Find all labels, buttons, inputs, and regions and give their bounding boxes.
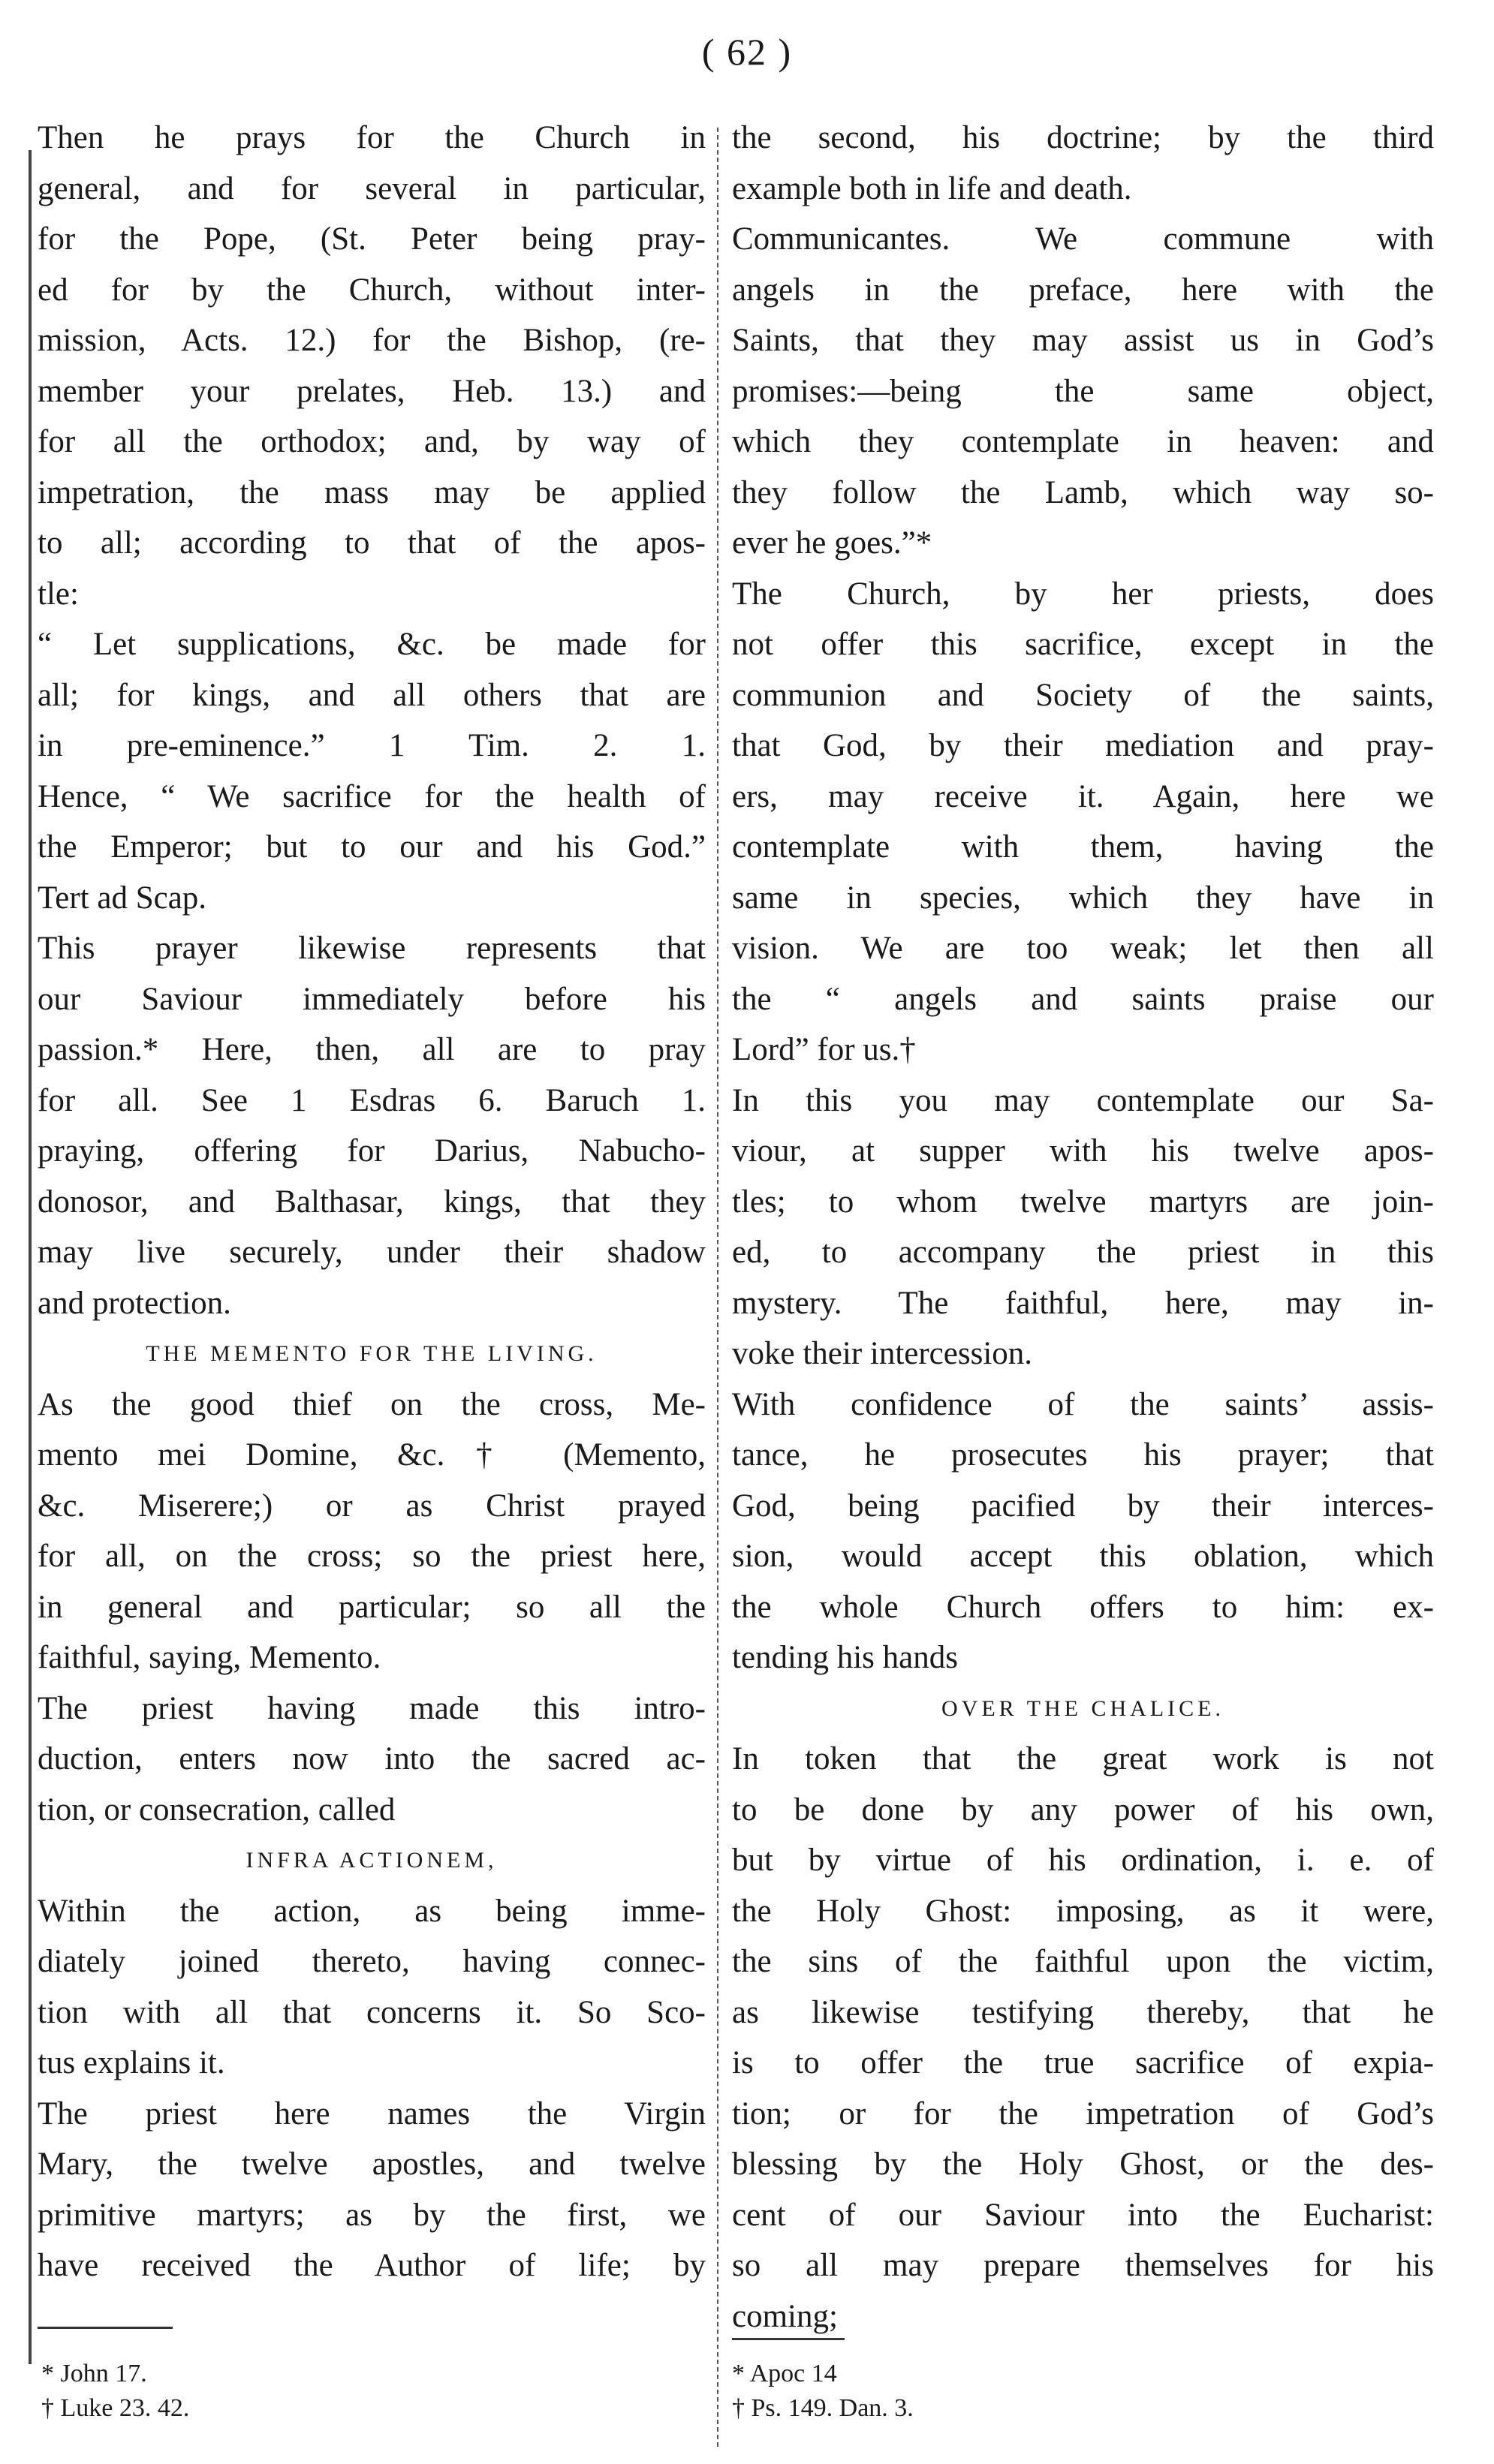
- text-line: Hence, “ We sacrifice for the health of: [38, 778, 706, 814]
- text-line: duction, enters now into the sacred ac-: [38, 1741, 706, 1777]
- text-line: promises:—being the same object,: [732, 373, 1434, 409]
- footnote: † Luke 23. 42.: [41, 2394, 190, 2422]
- text-line: vision. We are too weak; let then all: [732, 931, 1434, 966]
- text-line: is to offer the true sacrifice of expia-: [732, 2045, 1434, 2080]
- text-line: example both in life and death.: [732, 170, 1132, 206]
- text-line: have received the Author of life; by: [38, 2248, 706, 2283]
- text-line: so all may prepare themselves for his: [732, 2248, 1434, 2283]
- text-line: tion, or consecration, called: [38, 1792, 396, 1828]
- text-line: the Holy Ghost: imposing, as it were,: [732, 1893, 1434, 1929]
- text-line: The Church, by her priests, does: [732, 576, 1434, 612]
- binding-edge: [29, 150, 32, 2364]
- text-line: same in species, which they have in: [732, 880, 1434, 916]
- text-line: member your prelates, Heb. 13.) and: [38, 373, 706, 409]
- text-line: Saints, that they may assist us in God’s: [732, 323, 1434, 358]
- text-line: which they contemplate in heaven: and: [732, 424, 1434, 459]
- left-footnotes: [41, 2357, 189, 2426]
- text-line: and protection.: [38, 1285, 231, 1321]
- text-line: blessing by the Holy Ghost, or the des-: [732, 2147, 1434, 2182]
- text-line: voke their intercession.: [732, 1336, 1033, 1371]
- text-line: The priest here names the Virgin: [38, 2095, 706, 2132]
- text-line: ed, to accompany the priest in this: [732, 1235, 1434, 1270]
- text-line: donosor, and Balthasar, kings, that they: [38, 1184, 706, 1220]
- text-line: impetration, the mass may be applied: [38, 474, 706, 510]
- text-line: for all, on the cross; so the priest here,: [38, 1539, 706, 1574]
- text-line: Tert ad Scap.: [38, 880, 207, 916]
- section-heading: OVER THE CHALICE.: [941, 1695, 1224, 1721]
- text-line: As the good thief on the cross, Me-: [38, 1386, 706, 1422]
- text-line: the second, his doctrine; by the third: [732, 120, 1434, 155]
- text-line: ers, may receive it. Again, here we: [732, 778, 1434, 814]
- text-line: mento mei Domine, &c.† (Memento,: [38, 1437, 706, 1473]
- text-line: diately joined thereto, having connec-: [38, 1944, 706, 1979]
- text-line: tion with all that concerns it. So Sco-: [38, 1994, 706, 2030]
- text-line: In this you may contemplate our Sa-: [732, 1082, 1434, 1118]
- text-line: Mary, the twelve apostles, and twelve: [38, 2147, 706, 2182]
- footnote-rule: [732, 2338, 845, 2340]
- text-line: praying, offering for Darius, Nabucho-: [38, 1133, 706, 1169]
- left-column: [38, 113, 706, 2291]
- text-line: &c. Miserere;) or as Christ prayed: [38, 1488, 706, 1524]
- text-line: in general and particular; so all the: [38, 1589, 706, 1625]
- text-line: cent of our Saviour into the Eucharist:: [732, 2197, 1434, 2233]
- section-heading: THE MEMENTO FOR THE LIVING.: [146, 1341, 598, 1366]
- text-line: God, being pacified by their interces-: [732, 1488, 1434, 1524]
- text-line: This prayer likewise represents that: [38, 931, 706, 966]
- footnote: † Ps. 149. Dan. 3.: [732, 2394, 914, 2422]
- text-line: to all; according to that of the apos-: [38, 525, 706, 561]
- text-line: tus explains it.: [38, 2045, 225, 2080]
- text-line: tance, he prosecutes his prayer; that: [732, 1437, 1434, 1473]
- text-line: all; for kings, and all others that are: [38, 677, 706, 713]
- text-line: viour, at supper with his twelve apos-: [732, 1133, 1434, 1169]
- text-line: sion, would accept this oblation, which: [732, 1539, 1434, 1574]
- text-line: to be done by any power of his own,: [732, 1792, 1434, 1828]
- text-line: they follow the Lamb, which way so-: [732, 474, 1434, 510]
- text-line: contemplate with them, having the: [732, 829, 1434, 865]
- page-number: ( 62 ): [701, 31, 793, 73]
- text-line: angels in the preface, here with the: [732, 272, 1434, 308]
- footnote: * John 17.: [41, 2360, 147, 2387]
- text-line: that God, by their mediation and pray-: [732, 728, 1434, 763]
- text-line: communion and Society of the saints,: [732, 677, 1434, 713]
- text-line: With confidence of the saints’ assis-: [732, 1386, 1434, 1422]
- text-line: The priest having made this intro-: [38, 1690, 706, 1726]
- text-line: Communicantes. We commune with: [732, 221, 1434, 257]
- text-line: Then he prays for the Church in: [38, 120, 706, 155]
- text-line: but by virtue of his ordination, i. e. of: [732, 1843, 1434, 1878]
- text-line: the sins of the faithful upon the victim,: [732, 1944, 1434, 1979]
- text-line: ever he goes.”*: [732, 525, 932, 561]
- text-line: the “ angels and saints praise our: [732, 981, 1434, 1017]
- footnote-rule: [38, 2327, 173, 2329]
- text-line: the whole Church offers to him: ex-: [732, 1589, 1434, 1625]
- text-line: for all. See 1 Esdras 6. Baruch 1.: [38, 1082, 706, 1118]
- text-line: for the Pope, (St. Peter being pray-: [38, 221, 706, 257]
- column-divider: [717, 128, 720, 2447]
- text-line: passion.* Here, then, all are to pray: [38, 1032, 706, 1067]
- text-line: mystery. The faithful, here, may in-: [732, 1285, 1434, 1321]
- text-line: tion; or for the impetration of God’s: [732, 2095, 1434, 2132]
- text-line: in pre-eminence.” 1 Tim. 2. 1.: [38, 728, 706, 763]
- text-line: as likewise testifying thereby, that he: [732, 1994, 1434, 2030]
- text-line: the Emperor; but to our and his God.”: [38, 829, 706, 865]
- text-line: our Saviour immediately before his: [38, 981, 706, 1017]
- text-line: tles; to whom twelve martyrs are join-: [732, 1184, 1434, 1220]
- text-line: In token that the great work is not: [732, 1741, 1434, 1777]
- text-line: tle:: [38, 576, 79, 612]
- text-line: faithful, saying, Memento.: [38, 1640, 381, 1675]
- text-line: ed for by the Church, without inter-: [38, 272, 706, 308]
- text-line: Lord” for us.†: [732, 1032, 916, 1067]
- text-line: mission, Acts. 12.) for the Bishop, (re-: [38, 323, 706, 358]
- text-line: primitive martyrs; as by the first, we: [38, 2197, 706, 2233]
- text-line: may live securely, under their shadow: [38, 1235, 706, 1270]
- text-line: Within the action, as being imme-: [38, 1893, 706, 1929]
- text-line: for all the orthodox; and, by way of: [38, 424, 706, 459]
- right-footnotes: [732, 2357, 914, 2426]
- text-line: coming;: [732, 2298, 838, 2334]
- right-column: [732, 113, 1434, 2342]
- text-line: general, and for several in particular,: [38, 170, 706, 206]
- text-line: not offer this sacrifice, except in the: [732, 627, 1434, 662]
- section-heading: INFRA ACTIONEM,: [245, 1848, 498, 1873]
- text-line: tending his hands: [732, 1640, 958, 1675]
- text-line: “ Let supplications, &c. be made for: [38, 627, 706, 662]
- footnote: * Apoc 14: [732, 2360, 837, 2387]
